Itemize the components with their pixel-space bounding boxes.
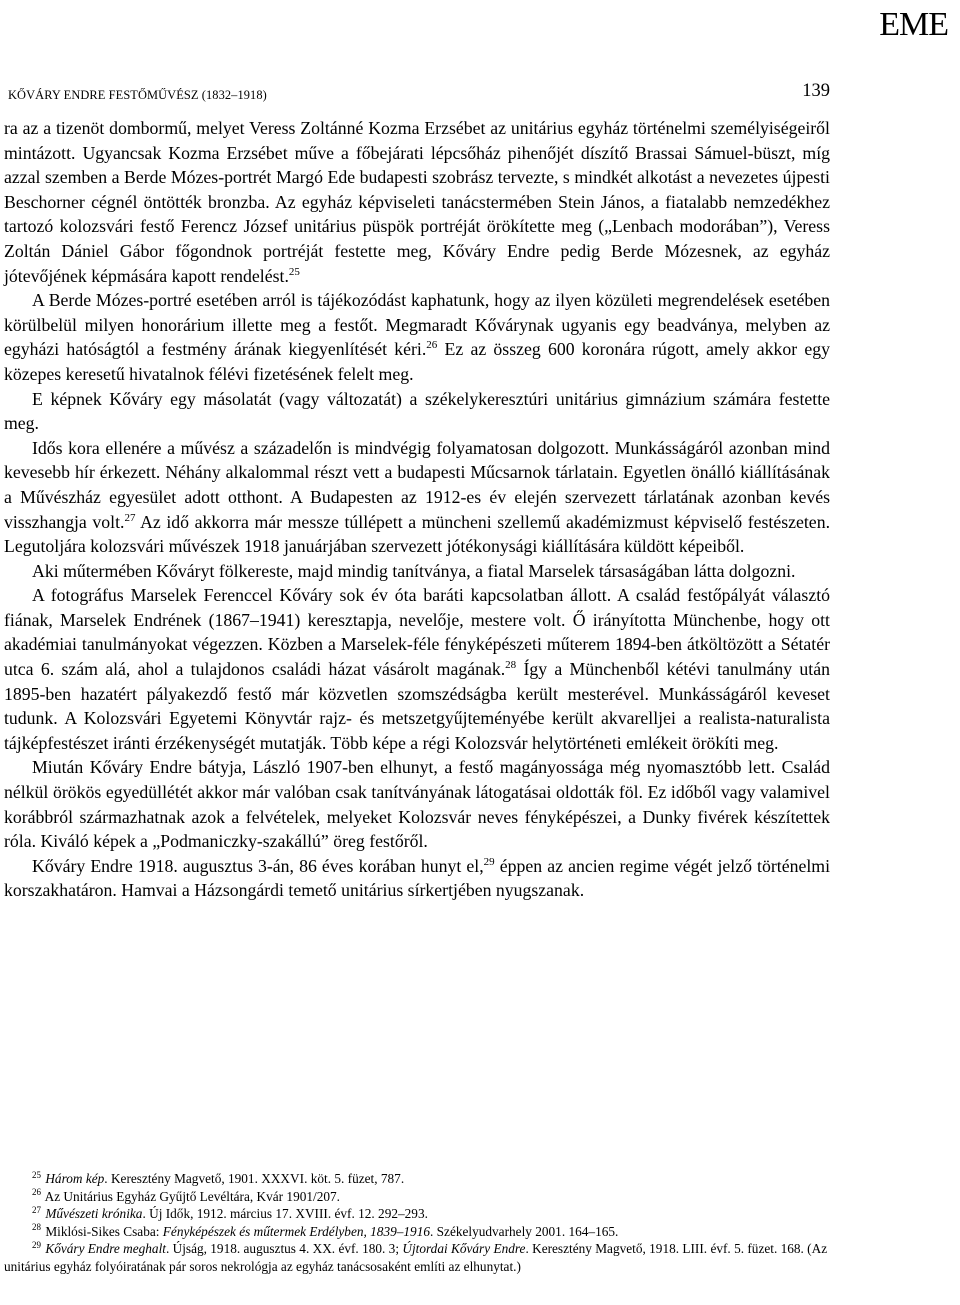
publisher-logo: EME [879,6,948,43]
text-run: Miután Kőváry Endre bátyja, László 1907-ben elhunyt, a festő magányossága még nyomasztóbb lett. Család nélkül örökös egyedüllétét akkor már valóban csak tanítványának látogatásai oldották föl. Ez időből vagy valamivel korábbról származhatnak azok a felvételek, melyeket Kolozsvár neves fényképészei, a Dunky fivérek készítettek róla. Kiváló képek a „Podmaniczky-szakállú” öreg festőről. [4,757,830,852]
footnote-reference: 28 [32,1222,41,1233]
footnotes [4,1170,830,1276]
footnote-reference: 28 [505,659,517,672]
footnote-reference: 25 [288,265,300,278]
footnote [4,1240,830,1275]
paragraph [4,755,830,853]
running-head: KŐVÁRY ENDRE FESTŐMŰVÉSZ (1832–1918) [8,88,267,102]
italic-title: Művészeti krónika [45,1206,143,1222]
italic-title: Kőváry Endre meghalt [45,1241,166,1257]
paragraph [4,583,830,755]
text-run: . Székelyudvarhely 2001. 164–165. [430,1223,619,1239]
text-run: Idős kora ellenére a művész a századelőn is mindvégig folyamatosan dolgozott. Munkásságáról azonban mind kevesebb hír érkezett. Néhány alkalommal részt vett a budapesti Műcsarnok tárlatain. Egyetlen önálló kiállításának a Művészház egyesület adott otthont. A Budapesten az 1912-es év elején szervezett tárlatának azonban kevés visszhangja volt. [4,437,830,532]
text-run: Miklósi-Sikes Csaba: [42,1223,163,1239]
paragraph [4,854,830,903]
text-run: . Új Idők, 1912. március 17. XVIII. évf. 12. 292–293. [142,1206,428,1222]
paragraph [4,116,830,288]
footnote-reference: 29 [483,855,495,868]
paragraph [4,387,830,436]
text-run: . Újság, 1918. augusztus 4. XX. évf. 180. 3; [165,1241,403,1257]
text-run: Az idő akkorra már messze túllépett a müncheni szellemű akadémizmust képviselő festészeten. Legutoljára kolozsvári művészek 1918 januárjában szervezett jótékonysági kiállítására küldött képeiből. [4,511,831,557]
footnote [4,1170,830,1188]
footnote [4,1223,830,1241]
footnote-reference: 27 [32,1204,41,1215]
italic-title: Újtordai Kőváry Endre [402,1241,526,1257]
page-number: 139 [802,81,830,101]
paragraph [4,288,830,386]
text-run: Ez az összeg 600 koronára rúgott, amely akkor egy közepes keresetű hivatalnok félévi fizetésének felelt meg. [4,339,830,384]
text-run: éppen az ancien regime végét jelző történelmi korszakhatáron. Hamvai a Házsongárdi temető unitárius sírkertjében nyugszanak. [4,855,831,901]
footnote [4,1188,830,1206]
text-run: Az Unitárius Egyház Gyűjtő Levéltára, Kvár 1901/207. [42,1188,340,1204]
paragraph [4,436,830,559]
text-run: A fotográfus Marselek Ferenccel Kőváry sok év óta baráti kapcsolatban állott. A család festőpályát választó fiának, Marselek Endrének (1867–1941) keresztapja, nevelője, mestere volt. Ő irányította Münchenbe, hogy ott akadémiai tanulmányokat végezzen. Közben a Marselek-féle fényképészeti műterem 1894-ben átköltözött a Sétatér utca 6. szám alá, ahol a tulajdonos családi házat vásárolt magának. [4,585,830,680]
footnote-reference: 25 [32,1169,41,1180]
footnote-reference: 26 [426,339,438,352]
text-run: . Keresztény Magvető, 1901. XXXVI. köt. 5. füzet, 787. [104,1171,405,1186]
footnote [4,1205,830,1223]
text-run: Így a Münchenből kétévi tanulmány után 1895-ben hazatért pályakezdő festő már közvetlen szomszédságba került mesterével. Munkásságáról keveset tudunk. A Kolozsvári Egyetemi Könyvtár rajz- és metszetgyűjteményébe került akvarelljei a realista-naturalista tájképfestészet iránti érzékenységét mutatják. Több képe a régi Kolozsvár helytörténeti emlékeit örökíti meg. [4,659,830,753]
text-run: Kőváry Endre 1918. augusztus 3-án, 86 éves korában hunyt el, [32,855,484,876]
footnote-reference: 29 [32,1239,41,1250]
text-run: E képnek Kőváry egy másolatát (vagy változatát) a székelykeresztúri unitárius gimnázium számára festette meg. [4,388,830,434]
italic-title: Fényképészek és műtermek Erdélyben, 1839–1916 [162,1223,430,1239]
text-run: Aki műtermében Kőváryt fölkereste, majd mindig tanítványa, a fiatal Marselek társaságában látta dolgozni. [32,560,796,581]
footnote-reference: 27 [124,511,136,524]
text-run: A Berde Mózes-portré esetében arról is tájékozódást kaphatunk, hogy az ilyen közületi megrendelések esetében körülbelül milyen honorárium illette meg a festőt. Megmaradt Kővárynak ugyanis egy beadványa, melyben az egyházi hatóságtól a festmény árának kiegyenlítését kéri. [4,290,830,360]
italic-title: Három kép [45,1171,105,1186]
text-run: ra az a tizenöt dombormű, melyet Veress Zoltánné Kozma Erzsébet az unitárius egyház történelmi személyiségeiről mintázott. Ugyancsak Kozma Erzsébet műve a főbejárati lépcsőház pihenőjét díszítő Brassai Sámuel-büszt, míg azzal szemben a Berde Mózes-portrét Margó Ede budapesti szobrász tervezte, s mindkét alkotást a nevezetes újpesti Beschorner cégnél öntötték bronzba. Az egyház képviseleti tanácstermében Stein János, a fiatalabb nemzedékhez tartozó kolozsvári festő Ferencz József unitárius püspök portréját örökítette meg („Lenbach modorában”), Veress Zoltán Dániel Gábor főgondnok portréját festette meg, Kőváry Endre pedig Berde Mózesnek, az egyház jótevőjének képmására kapott rendelést. [4,118,830,286]
body-text [4,116,830,903]
text-run: . Keresztény Magvető, 1918. LIII. évf. 5. füzet. 168. (Az unitárius egyház folyóiratának pár soros nekrológja az egyház tanácsosaként említi az elhunytat.) [4,1241,828,1274]
paragraph [4,559,830,584]
footnote-reference: 26 [32,1187,41,1198]
